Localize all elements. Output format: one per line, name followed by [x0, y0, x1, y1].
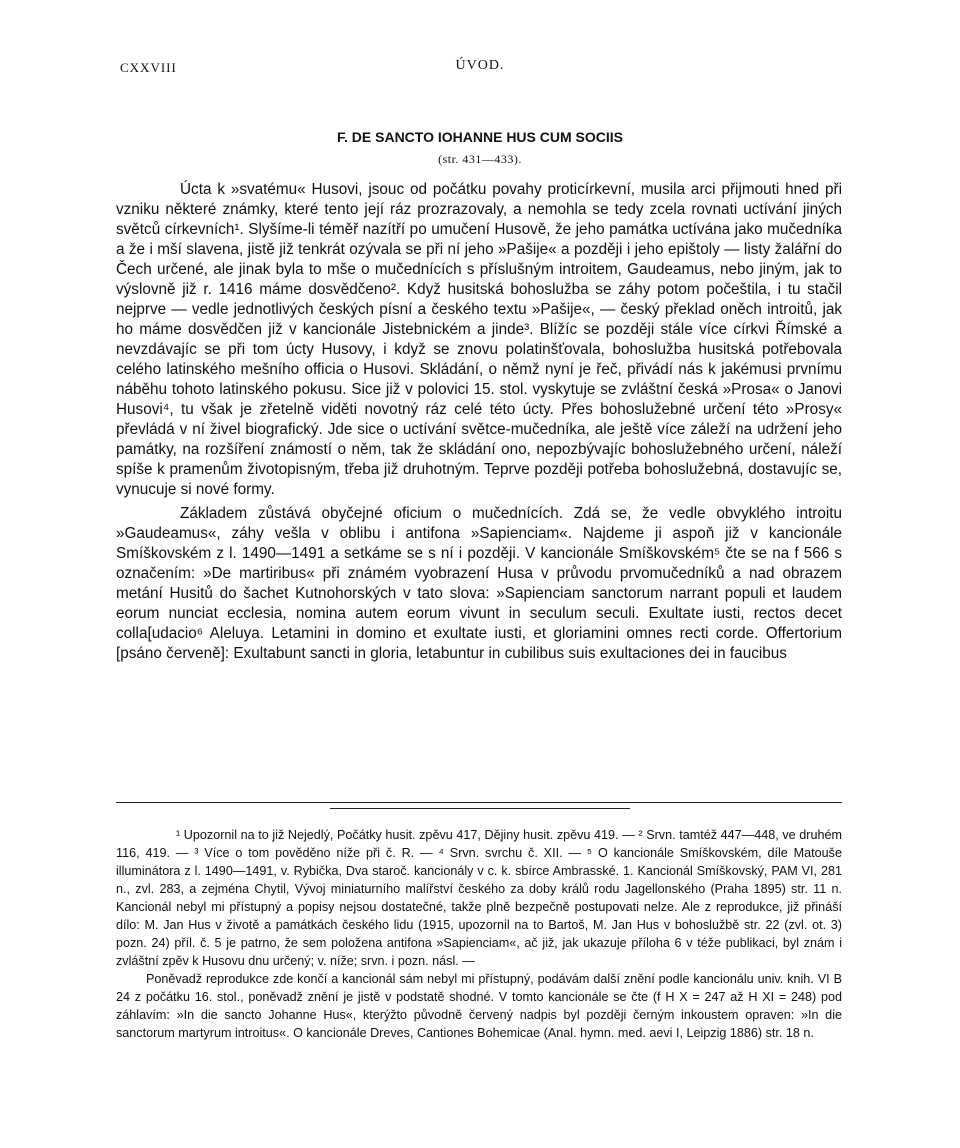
main-text	[116, 180, 842, 664]
body-paragraph: Základem zůstává obyčejné oficium o mučednících. Zdá se, že vedle obvyklého introitu »Gaudeamus«, záhy vešla v oblibu i antifona »Sapienciam«. Najdeme ji aspoň již v kancionále Smíškovském z l. 1490—1491 a setkáme se s ní i později. V kancionále Smíškovském⁵ čte se na f 566 s označením: »De martiribus« při známém vyobrazení Husa v průvodu prvomučedníků a nad obrazem metání Husitů do šachet Kutnohorských v tato slova: »Sapienciam sanctorum narrant populi et laudem eorum nunciat ecclesia, nomina autem eorum vivunt in seculum seculi. Exultate iusti, rectos decet colla[udacio⁶ Aleluya. Letamini in domino et exultate iusti, et gloriamini omnes recti corde. Offertorium [psáno červeně]: Exultabunt sancti in gloria, letabuntur in cubilibus suis exultaciones dei in faucibus	[116, 505, 842, 662]
section-title: F. DE SANCTO IOHANNE HUS CUM SOCIIS	[337, 129, 623, 145]
page-number: CXXVIII	[120, 60, 177, 75]
footnote-separator	[116, 802, 842, 803]
footnote-separator-short	[330, 808, 630, 809]
running-head: ÚVOD.	[455, 58, 505, 73]
footnote-paragraph: ¹ Upozornil na to již Nejedlý, Počátky husit. zpěvu 417, Dějiny husit. zpěvu 419. — ² Srvn. tamtéž 447—448, ve druhém 116, 419. — ³ Více o tom pověděno níže při č. R. — ⁴ Srvn. svrchu č. XII. — ⁵ O kancionále Smíškovském, díle Matouše illuminátora z l. 1490—1491, v. Rybička, Dva staroč. kancionály v c. k. sbírce Ambrasské. 1. Kancionál Smíškovský, PAM VI, 281 n., zvl. 283, a zejména Chytil, Vývoj miniaturního malířství českého za doby králů rodu Jagellonského (Praha 1895) str. 11 n. Kancionál nebyl mi přístupný a popisy nejsou dostatečné, takže plně bezpečně postupovati nelze. Ale z reprodukce, již přináší dílo: M. Jan Hus v životě a památkách českého lidu (1915, upozornil na to Bartoš, M. Jan Hus v bohoslužbě str. 22 (zvl. ot. 3) pozn. 24) příl. č. 5 je patrno, že sem položena antifona »Sapienciam«, ač již, jak ukazuje příloha 6 v téže publikaci, byl znám i zvláštní zpěv k Husovu dnu určený; v. níže; srvn. i pozn. násl. —	[116, 828, 842, 968]
body-paragraph: Úcta k »svatému« Husovi, jsouc od počátku povahy proticírkevní, musila arci přijmouti hned při vzniku některé známky, které tento její ráz prozrazovaly, a nemohla se tedy zcela rovnati uctívání jiných světců církevních¹. Slyšíme-li téměř nazítří po umučení Husově, že jeho památka uctívána jako mučedníka a že i mší slavena, jistě již tenkrát ozývala se při ní jeho »Pašije« a později i jeho epištoly — listy žalářní do Čech určené, ale jinak byla to mše o mučednících s příslušným introitem, Gaudeamus, nebo jiným, jak to výslovně již r. 1416 máme dosvědčeno². Když husitská bohoslužba se záhy potom počeštila, i tu stačil nejprve — vedle jednotlivých českých písní a českého textu »Pašije«, — český překlad oněch introitů, jak ho máme dosvědčen již v kancionále Jistebnickém a jinde³. Blížíc se později stále více církvi Římské a nevzdávajíc se při tom úcty Husovy, i když se znovu polatinšťovala, bohoslužba husitská potřebovala celého latinského mešního officia o Husovi. Skládání, o němž nyní je řeč, přivádí nás k jakémusi prvnímu náběhu tohoto latinského pokusu. Sice již v polovici 15. stol. vyskytuje se zvláštní česká »Prosa« o Janovi Husovi⁴, tu však je zřetelně viděti novotný ráz celé této úcty. Přes bohoslužebné určení této »Prosy« převládá v ní živel biografický. Jde sice o uctívání světce-mučedníka, ale ještě více záleží na udržení jeho památky, na rozšíření známostí o něm, tak že skládání ono, nepozbývajíc bohoslužebného určení, náleží spíše k pramenům životopisným, třeba již druhotným. Teprve později potřeba bohoslužebná, dostavujíc se, vynucuje si nové formy.	[116, 181, 842, 498]
page-reference: (str. 431—433).	[438, 152, 522, 166]
footnote-paragraph: Poněvadž reprodukce zde končí a kancionál sám nebyl mi přístupný, podávám další znění podle kancionálu univ. knih. VI B 24 z počátku 16. stol., poněvadž znění je jistě v podstatě shodné. V tomto kancionále se čte (f H X = 247 až H XI = 248) pod záhlavím: »In die sancto Johanne Hus«, kterýžto původně červený nadpis byl později černým inkoustem opraven: »In die sanctorum martyrum introitus«. O kancionále Dreves, Cantiones Bohemicae (Anal. hymn. med. aevi I, Leipzig 1886) str. 18 n.	[116, 972, 842, 1040]
footnotes	[116, 826, 842, 1042]
